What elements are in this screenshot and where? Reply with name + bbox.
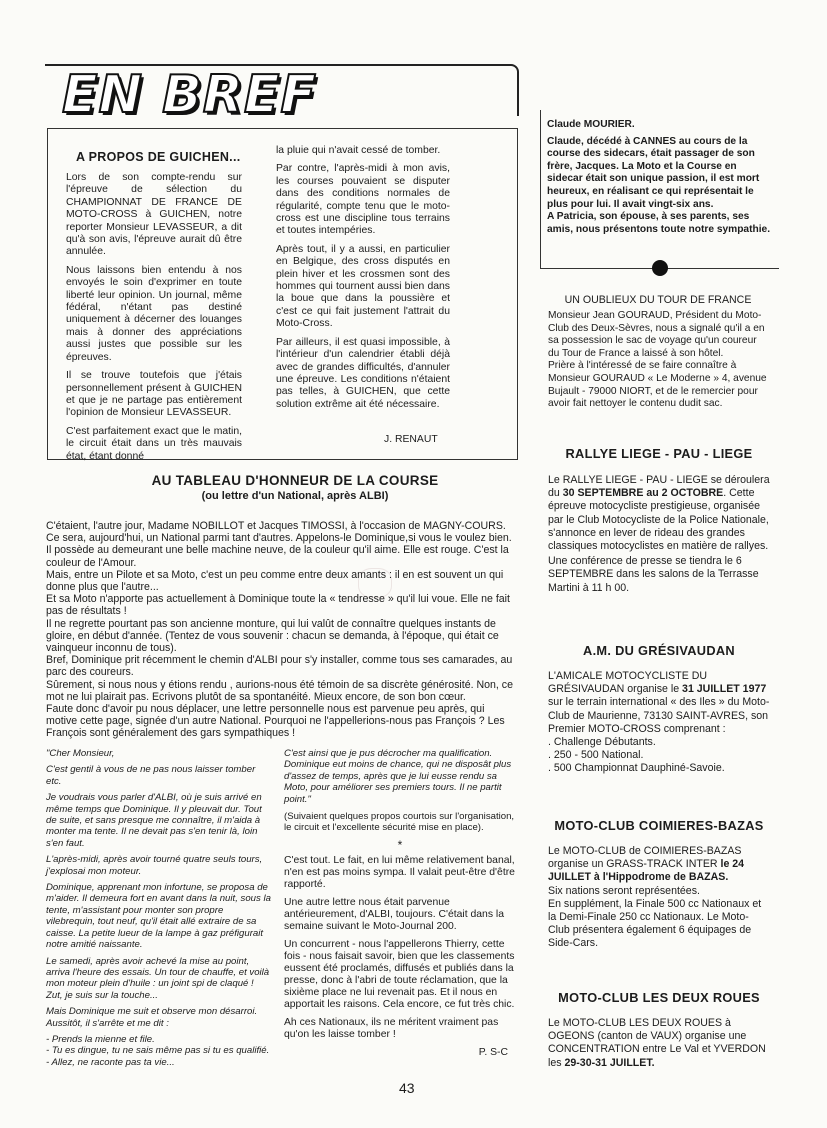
paragraph: Sûrement, si nous nous y étions rendu , aurions-nous été témoin de sa discrète générosité. Non, ce mot ne lui plairait pas. Ecrivons plutôt de sa spontanéité. Mieux encore, de son bon cœur. bbox=[46, 678, 513, 703]
letter-paragraph: L'après-midi, après avoir tourné quatre seuls tours, j'explosai mon moteur. bbox=[46, 854, 263, 877]
paragraph: Ah ces Nationaux, ils ne méritent vraiment pas qu'on les laisse tomber ! bbox=[284, 1017, 499, 1041]
paragraph: Un concurrent - nous l'appellerons Thierry, cette fois - nous faisait savoir, bien que les classements eussent été proclamés, diffusés et publiés dans la presse, donc à l'abri de toute réclamation, que la sixième place ne lui revenait pas. Et il nous en apportait les raisons. Cela encore, ce fut très chic. bbox=[284, 939, 515, 1011]
mourier-name: Claude MOURIER. bbox=[547, 119, 635, 130]
letter-right-column bbox=[284, 748, 516, 1065]
paragraph: Une conférence de presse se tiendra le 6 SEPTEMBRE dans les salons de la Terrasse Martini à 11 h 00. bbox=[548, 555, 759, 594]
letter-paragraph: Le samedi, après avoir achevé la mise au point, arriva l'heure des essais. Un tour de chauffe, et voilà mon moteur plein d'huile : un joint spi de claqué ! Zut, je suis sur la touche... bbox=[46, 955, 270, 1001]
letter-paragraph: Je voudrais vous parler d'ALBI, où je suis arrivé en même temps que Dominique. Il y pleuvait dur. Tout de suite, et sans presque me connaître, il m'aida à monter ma tente. Il ne devait pas s'en tenir là, loin s'en faut. bbox=[46, 792, 262, 849]
letter-note: (Suivaient quelques propos courtois sur l'organisation, le circuit et l'excellente sécurité mise en place). bbox=[284, 811, 515, 834]
list-item: . 250 - 500 National. bbox=[548, 749, 644, 762]
letter-left-column bbox=[46, 748, 272, 1068]
paragraph: Mais, entre un Pilote et sa Moto, c'est un peu comme entre deux amants : il en est souvent un qui donne plus que l'autre... bbox=[46, 568, 504, 594]
paragraph: En supplément, la Finale 500 cc Nationaux et la Demi-Finale 250 cc Nationaux. Le Moto-Club présentera également 6 équipages de Side-Cars. bbox=[548, 897, 762, 950]
deux-roues-body bbox=[548, 1017, 770, 1070]
paragraph: Monsieur Jean GOURAUD, Président du Moto-Club des Deux-Sèvres, nous a signalé qu'il a en sa possession le sac de voyage qu'un coureur du Tour de France a laissé à son hôtel. bbox=[548, 310, 765, 359]
text-run: L'AMICALE MOTOCYCLISTE DU GRÉSIVAUDAN organise le bbox=[548, 670, 707, 696]
letter-paragraph: Mais Dominique me suit et observe mon désarroi. Aussitôt, il s'arrête et me dit : bbox=[46, 1006, 258, 1029]
text-run: Le MOTO-CLUB LES DEUX ROUES à OGEONS (canton de VAUX) organise une CONCENTRATION entre Le Val et YVERDON les bbox=[548, 1017, 766, 1069]
list-item: . Challenge Débutants. bbox=[548, 736, 656, 749]
deux-roues-title: MOTO-CLUB LES DEUX ROUES bbox=[558, 990, 760, 1005]
gresivaudan-title: A.M. DU GRÉSIVAUDAN bbox=[583, 643, 735, 658]
paragraph: Faute donc d'avoir pu nous déplacer, une lettre personnelle nous est parvenue peu après, qui motive cette page, signée d'un autre National. Pourquoi ne l'appellerions-nous pas François ? Les François sont généralement des gars sympathiques ! bbox=[46, 703, 505, 740]
letter-dialogue: - Prends la mienne et file. bbox=[46, 1033, 155, 1045]
tableau-signature: P. S-C bbox=[478, 1047, 508, 1059]
paragraph: C'étaient, l'autre jour, Madame NOBILLOT et Jacques TIMOSSI, à l'occasion de MAGNY-COURS. Ce sera, aujourd'hui, un National parmi tant d'autres. Appelons-le Dominique,si vous le voulez bien. bbox=[46, 520, 512, 545]
paragraph: Il possède au demeurant une belle machine neuve, de la couleur qu'il aime. Elle est rouge. C'est la couleur de l'Amour. bbox=[46, 544, 509, 569]
rallye-body bbox=[548, 474, 770, 595]
text-run-bold: 31 JUILLET 1977 bbox=[682, 683, 767, 696]
section-title: EN BREF bbox=[62, 65, 317, 125]
letter-dialogue: - Tu es dingue, tu ne sais même pas si tu es qualifié. bbox=[46, 1045, 270, 1057]
text-run: Le MOTO-CLUB de COIMIERES-BAZAS organise un GRASS-TRACK INTER bbox=[548, 845, 742, 871]
paragraph bbox=[548, 1017, 770, 1070]
letter-paragraph: Dominique, apprenant mon infortune, se proposa de m'aider. Il demeura fort en avant dans la nuit, sous la tente, m'assistant pour monter son propre vilebrequin, tout neuf, qu'il était allé extraire de sa caisse. La petite lueur de la lampe à gaz préfigurait notre amitié naissante. bbox=[46, 882, 271, 951]
text-run: . Cette épreuve motocycliste prestigieuse, organisée par le Club Motocycliste de la Police Nationale, s'annonce en lever de rideau des grandes classiques motocyclistes en matière de rallyes. bbox=[548, 487, 769, 553]
paragraph: Bref, Dominique prit récemment le chemin d'ALBI pour s'y installer, comme tous ses camarades, au parc des coureurs. bbox=[46, 654, 513, 679]
paragraph: Six nations seront représentées. bbox=[548, 884, 700, 897]
guichen-title: A PROPOS DE GUICHEN... bbox=[76, 150, 241, 164]
coimieres-body bbox=[548, 845, 770, 951]
paragraph bbox=[548, 845, 770, 885]
paragraph: Par contre, l'après-midi à mon avis, les courses pouvaient se disputer dans des conditions normales de régularité, compte tenu que le moto-cross est une discipline tous terrains et toutes intempéries. bbox=[276, 163, 450, 237]
list-item: . 500 Championnat Dauphiné-Savoie. bbox=[548, 762, 725, 775]
paragraph: C'est tout. Le fait, en lui même relativement banal, n'en est pas moins sympa. Il valait peut-être d'être rapporté. bbox=[284, 855, 515, 891]
paragraph: Prière à l'intéressé de se faire connaître à Monsieur GOURAUD « Le Moderne » 4, avenue Bujault - 79000 NIORT, et de le remercier pour avoir fait nettoyer le contenu dudit sac. bbox=[548, 360, 767, 410]
paragraph: Nous laissons bien entendu à nos envoyés le soin d'exprimer en toute liberté leur opinion. Un journal, même fédéral, n'étant pas destiné uniquement à décerner des louanges mais à donner des appréciations aussi justes que possible sur les épreuves. bbox=[66, 264, 242, 363]
paragraph: la pluie qui n'avait cessé de tomber. bbox=[276, 145, 441, 156]
paragraph: Il se trouve toutefois que j'étais personnellement présent à GUICHEN et que je ne partage pas entièrement l'opinion de Monsieur LEVASSEUR. bbox=[66, 370, 242, 419]
paragraph: Une autre lettre nous était parvenue antérieurement, d'ALBI, toujours. C'était dans la semaine suivant le Moto-Journal 200. bbox=[284, 897, 504, 933]
mourier-notice bbox=[547, 119, 775, 236]
coimieres-title: MOTO-CLUB COIMIERES-BAZAS bbox=[554, 818, 764, 833]
oublieux-title: UN OUBLIEUX DU TOUR DE FRANCE bbox=[564, 294, 752, 306]
tableau-subtitle: (ou lettre d'un National, après ALBI) bbox=[201, 490, 389, 502]
guichen-signature: J. RENAUT bbox=[384, 434, 438, 445]
paragraph: Par ailleurs, il est quasi impossible, à l'intérieur d'un calendrier établi déjà avec de grandes difficultés, d'annuler une épreuve. Les conditions n'étaient pas telles, à GUICHEN, que cette solution extrême ait été nécessaire. bbox=[276, 336, 450, 410]
oublieux-body bbox=[548, 310, 770, 411]
letter-paragraph: "Cher Monsieur, bbox=[46, 748, 115, 759]
paragraph: Claude, décédé à CANNES au cours de la course des sidecars, était passager de son frère, Jacques. La Moto et la Course en sidecar était son unique passion, il est mort heureux, en réalisant ce qui représentait le plus pour lui. Il avait vingt-six ans. bbox=[547, 135, 760, 210]
tableau-body bbox=[46, 520, 516, 740]
text-run: sur le terrain international « des Iles » du Moto-Club de Maurienne, 73130 SAINT-AVRES, son Premier MOTO-CROSS comprenant : bbox=[548, 696, 770, 735]
guichen-column-2 bbox=[276, 145, 450, 417]
gresivaudan-body bbox=[548, 670, 770, 776]
letter-paragraph: C'est ainsi que je pus décrocher ma qualification. Dominique eut moins de chance, qui ne disposât plus d'assez de temps, après que je lui eusse rendu sa Moto, pour améliorer ses premiers tours. Il ne partit point." bbox=[284, 748, 512, 805]
letter-dialogue: - Allez, ne raconte pas ta vie... bbox=[46, 1056, 175, 1068]
paragraph bbox=[548, 670, 770, 736]
tableau-title: AU TABLEAU D'HONNEUR DE LA COURSE bbox=[151, 473, 439, 488]
bullet-dot bbox=[652, 260, 668, 276]
guichen-column-1 bbox=[66, 172, 242, 469]
text-run: Le RALLYE LIEGE - PAU - LIEGE se déroulera du bbox=[548, 474, 770, 500]
paragraph: Lors de son compte-rendu sur l'épreuve de sélection du CHAMPIONNAT DE FRANCE DE MOTO-CROSS à GUICHEN, notre reporter Monsieur LEVASSEUR, a dit qu'à son avis, l'épreuve aurait dû être annulée. bbox=[66, 172, 242, 258]
paragraph: A Patricia, son épouse, à ses parents, ses amis, nous présentons toute notre sympathie. bbox=[547, 211, 771, 235]
paragraph: Il ne regrette pourtant pas son ancienne monture, qui lui valût de connaître quelques instants de gloire, en début d'année. (Tentez de vous souvenir : chacun se demanda, à l'époque, qui était ce vainqueur inconnu de tous). bbox=[46, 617, 499, 655]
paragraph: Après tout, il y a aussi, en particulier en Belgique, des cross disputés en plein hiver et les crossmen sont des hommes qui tournent aussi bien dans la boue que dans la poussière et c'est ce qui fait justement l'attrait du Moto-Cross. bbox=[276, 243, 450, 330]
letter-paragraph: C'est gentil à vous de ne pas nous laisser tomber etc. bbox=[46, 764, 256, 787]
text-run-bold: le 24 JUILLET à l'Hippodrome de BAZAS. bbox=[548, 858, 745, 884]
text-run-bold: 30 SEPTEMBRE au 2 OCTOBRE bbox=[562, 487, 724, 500]
rallye-title: RALLYE LIEGE - PAU - LIEGE bbox=[565, 446, 753, 461]
page-number: 43 bbox=[399, 1080, 415, 1096]
text-run-bold: 29-30-31 JUILLET. bbox=[564, 1056, 655, 1069]
paragraph: C'est parfaitement exact que le matin, le circuit était dans un très mauvais état, étant donné bbox=[66, 425, 242, 462]
paragraph bbox=[548, 474, 770, 553]
separator-star: * bbox=[397, 837, 403, 852]
paragraph: Et sa Moto n'apporte pas actuellement à Dominique toute la « tendresse » qu'il lui voue. Elle ne fait pas de résultats ! bbox=[46, 593, 510, 618]
